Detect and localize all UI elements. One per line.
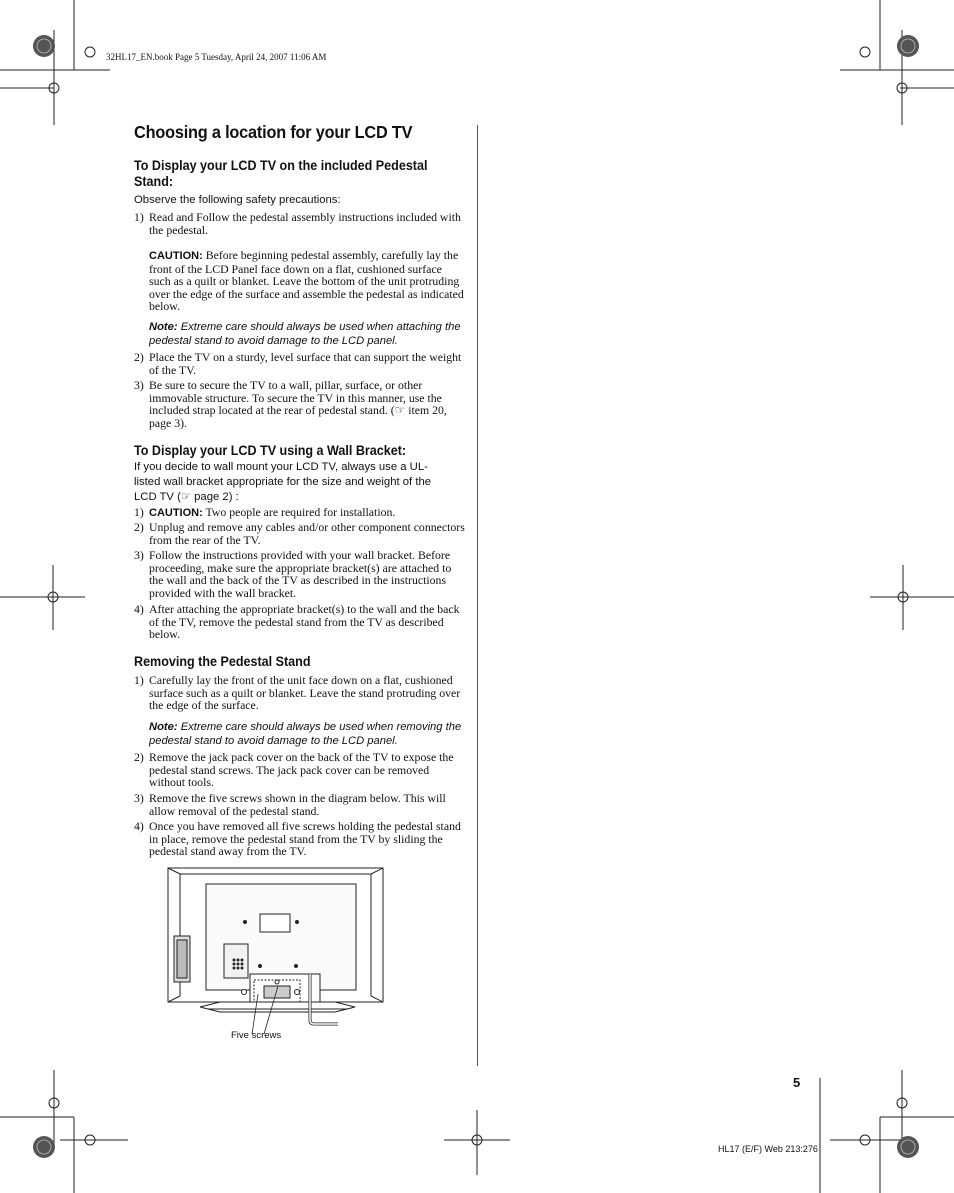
wall-intro: If you decide to wall mount your LCD TV, always use a UL-listed wall bracket appropriate for the size and weight of the LCD TV (☞ page 2) :: [134, 461, 432, 503]
removing-heading: Removing the Pedestal Stand: [134, 654, 311, 669]
item-number: 2): [134, 520, 144, 534]
item-text: [149, 506, 467, 520]
pedestal-heading-line1: To Display your LCD TV on the included Pedestal: [134, 158, 428, 173]
item-number: 1): [134, 673, 144, 687]
item-number: 1): [134, 210, 144, 224]
caution-text: Two people are required for installation.: [202, 505, 396, 519]
item-number: 3): [134, 378, 144, 392]
item-text: Carefully lay the front of the unit face down on a flat, cushioned surface such as a quilt or blanket. Leave the stand protruding over the edge of the surface.: [149, 673, 461, 713]
item-number: 3): [134, 548, 144, 562]
pedestal-heading: [134, 158, 427, 190]
item-text: Remove the jack pack cover on the back of the TV to expose the pedestal stand screws. The jack pack cover can be removed without tools.: [149, 750, 454, 790]
item-text: Once you have removed all five screws holding the pedestal stand in place, remove the pedestal stand from the TV by sliding the pedestal stand away from the TV.: [149, 819, 461, 859]
pedestal-heading-line2: Stand:: [134, 174, 174, 189]
item-number: 2): [134, 350, 144, 364]
item-number: 3): [134, 791, 144, 805]
item-text: Follow the instructions provided with your wall bracket. Before proceeding, make sure the appropriate bracket(s) are attached to the wall and the back of the TV as described in the instructions provided with the wall bracket.: [149, 548, 452, 600]
removing-note: [149, 720, 465, 748]
pedestal-intro: Observe the following safety precautions:: [134, 194, 341, 206]
item-text: Place the TV on a sturdy, level surface that can support the weight of the TV.: [149, 350, 462, 377]
item-number: 2): [134, 750, 144, 764]
note-text: Extreme care should always be used when removing the pedestal stand to avoid damage to the LCD panel.: [149, 721, 462, 747]
wall-heading: To Display your LCD TV using a Wall Bracket:: [134, 443, 407, 458]
tv-rear-diagram: [160, 862, 392, 1042]
item-text: Read and Follow the pedestal assembly instructions included with the pedestal.: [149, 210, 461, 237]
item-number: 4): [134, 819, 144, 833]
pedestal-caution: [149, 249, 465, 313]
page-number: 5: [793, 1075, 801, 1090]
note-label: Note:: [149, 721, 178, 733]
note-label: Note:: [149, 321, 178, 333]
caution-label: CAUTION:: [149, 507, 203, 519]
item-text: Unplug and remove any cables and/or other component connectors from the rear of the TV.: [149, 520, 465, 547]
item-number: 1): [134, 505, 144, 519]
pedestal-note: [149, 320, 465, 348]
page-title: Choosing a location for your LCD TV: [134, 122, 413, 142]
diagram-caption: Five screws: [231, 1030, 282, 1041]
item-text: After attaching the appropriate bracket(s) to the wall and the back of the TV, remove the pedestal stand from the TV as described below.: [149, 602, 460, 642]
caution-label: CAUTION:: [149, 250, 203, 262]
column-divider: [477, 125, 478, 1066]
item-number: 4): [134, 602, 144, 616]
item-text: Remove the five screws shown in the diagram below. This will allow removal of the pedestal stand.: [149, 791, 446, 818]
item-text: Be sure to secure the TV to a wall, pillar, surface, or other immovable structure. To secure the TV in this manner, use the included strap located at the rear of pedestal stand. (☞ item 20, page 3).: [149, 378, 447, 430]
note-text: Extreme care should always be used when attaching the pedestal stand to avoid damage to the LCD panel.: [149, 321, 461, 347]
caution-text: Before beginning pedestal assembly, carefully lay the front of the LCD Panel face down on a flat, cushioned surface such as a quilt or blanket. Leave the bottom of the unit protruding over the edge of the surface and assemble the pedestal as indicated below.: [149, 248, 464, 314]
file-info-header: 32HL17_EN.book Page 5 Tuesday, April 24, 2007 11:06 AM: [106, 52, 327, 62]
footer-code: HL17 (E/F) Web 213:276: [718, 1144, 818, 1154]
